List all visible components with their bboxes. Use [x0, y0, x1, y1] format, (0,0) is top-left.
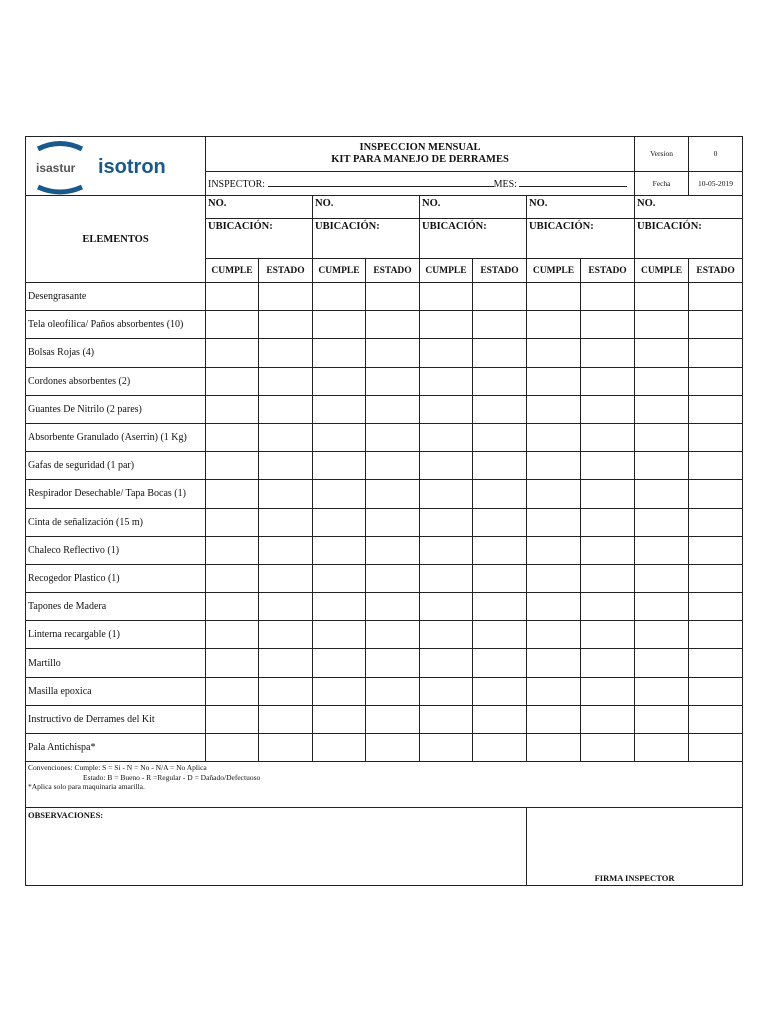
cumple-cell[interactable] [206, 649, 259, 677]
estado-cell[interactable] [473, 564, 527, 592]
cumple-cell[interactable] [635, 395, 689, 423]
estado-cell[interactable] [473, 395, 527, 423]
cumple-cell[interactable] [527, 705, 581, 733]
estado-cell[interactable] [689, 593, 743, 621]
cumple-cell[interactable] [420, 395, 473, 423]
estado-cell[interactable] [259, 621, 313, 649]
estado-cell[interactable] [689, 564, 743, 592]
estado-cell[interactable] [259, 311, 313, 339]
estado-cell[interactable] [259, 423, 313, 451]
cumple-cell[interactable] [206, 395, 259, 423]
estado-cell[interactable] [473, 452, 527, 480]
cumple-cell[interactable] [527, 564, 581, 592]
estado-cell[interactable] [689, 705, 743, 733]
cumple-cell[interactable] [635, 339, 689, 367]
cumple-cell[interactable] [420, 564, 473, 592]
estado-cell[interactable] [473, 367, 527, 395]
estado-cell[interactable] [581, 649, 635, 677]
cumple-cell[interactable] [313, 283, 366, 311]
location-3-ubicacion[interactable]: UBICACIÓN: [420, 219, 527, 259]
table-row [26, 423, 743, 451]
item-label: Recogedor Plastico (1) [26, 564, 206, 592]
estado-cell[interactable] [689, 283, 743, 311]
cumple-cell[interactable] [635, 423, 689, 451]
cumple-cell[interactable] [313, 480, 366, 508]
location-4-ubicacion[interactable]: UBICACIÓN: [527, 219, 635, 259]
observaciones-box[interactable]: OBSERVACIONES: [26, 808, 527, 886]
location-2-estado-header: ESTADO [366, 259, 420, 283]
estado-cell[interactable] [259, 705, 313, 733]
table-row [26, 339, 743, 367]
estado-cell[interactable] [473, 508, 527, 536]
estado-cell[interactable] [259, 452, 313, 480]
cumple-cell[interactable] [313, 508, 366, 536]
estado-cell[interactable] [581, 621, 635, 649]
item-label: Pala Antichispa* [26, 734, 206, 762]
cumple-cell[interactable] [635, 621, 689, 649]
estado-cell[interactable] [366, 536, 420, 564]
estado-cell[interactable] [689, 734, 743, 762]
estado-cell[interactable] [689, 339, 743, 367]
estado-cell[interactable] [689, 311, 743, 339]
location-1-cumple-header: CUMPLE [206, 259, 259, 283]
estado-cell[interactable] [259, 593, 313, 621]
estado-cell[interactable] [689, 395, 743, 423]
estado-cell[interactable] [366, 677, 420, 705]
location-1-ubicacion[interactable]: UBICACIÓN: [206, 219, 313, 259]
estado-cell[interactable] [581, 452, 635, 480]
fecha-label: Fecha [635, 171, 689, 195]
estado-cell[interactable] [689, 649, 743, 677]
item-label: Linterna recargable (1) [26, 621, 206, 649]
mes-field[interactable] [519, 177, 627, 187]
estado-cell[interactable] [366, 423, 420, 451]
estado-cell[interactable] [689, 621, 743, 649]
estado-cell[interactable] [259, 677, 313, 705]
mes-label: MES: [493, 178, 517, 190]
form-title [206, 137, 635, 172]
cumple-cell[interactable] [635, 452, 689, 480]
cumple-cell[interactable] [420, 677, 473, 705]
cumple-cell[interactable] [635, 367, 689, 395]
form-table [25, 136, 743, 886]
table-row [26, 734, 743, 762]
cumple-cell[interactable] [313, 649, 366, 677]
cumple-cell[interactable] [206, 311, 259, 339]
table-row [26, 508, 743, 536]
estado-cell[interactable] [366, 649, 420, 677]
table-row [26, 480, 743, 508]
cumple-cell[interactable] [527, 367, 581, 395]
estado-cell[interactable] [259, 649, 313, 677]
cumple-cell[interactable] [527, 536, 581, 564]
estado-cell[interactable] [689, 367, 743, 395]
cumple-cell[interactable] [206, 339, 259, 367]
cumple-cell[interactable] [206, 423, 259, 451]
item-label: Masilla epoxica [26, 677, 206, 705]
cumple-cell[interactable] [313, 339, 366, 367]
table-row [26, 311, 743, 339]
estado-cell[interactable] [581, 536, 635, 564]
cumple-cell[interactable] [635, 508, 689, 536]
conventions-line-1: Convenciones: Cumple: S = Si - N = No - N/A = No Aplica [28, 763, 207, 773]
cumple-cell[interactable] [206, 593, 259, 621]
cumple-cell[interactable] [420, 452, 473, 480]
version-value: 0 [689, 137, 743, 172]
cumple-cell[interactable] [206, 508, 259, 536]
estado-cell[interactable] [581, 423, 635, 451]
cumple-cell[interactable] [527, 395, 581, 423]
estado-cell[interactable] [581, 564, 635, 592]
cumple-cell[interactable] [635, 536, 689, 564]
table-row [26, 283, 743, 311]
item-label: Gafas de seguridad (1 par) [26, 452, 206, 480]
item-label: Tela oleofilica/ Paños absorbentes (10) [26, 311, 206, 339]
cumple-cell[interactable] [313, 423, 366, 451]
fecha-value: 10-05-2019 [689, 171, 743, 195]
estado-cell[interactable] [689, 452, 743, 480]
estado-cell[interactable] [259, 367, 313, 395]
location-1-estado-header: ESTADO [259, 259, 313, 283]
cumple-cell[interactable] [313, 734, 366, 762]
location-4-estado-header: ESTADO [581, 259, 635, 283]
item-label: Respirador Desechable/ Tapa Bocas (1) [26, 480, 206, 508]
table-row [26, 536, 743, 564]
location-2-cumple-header: CUMPLE [313, 259, 366, 283]
estado-cell[interactable] [581, 734, 635, 762]
cumple-cell[interactable] [527, 452, 581, 480]
inspector-row [206, 171, 635, 195]
cumple-cell[interactable] [206, 564, 259, 592]
estado-cell[interactable] [366, 283, 420, 311]
location-4-no[interactable]: NO. [527, 196, 635, 219]
firma-inspector-box[interactable]: FIRMA INSPECTOR [527, 808, 743, 886]
cumple-cell[interactable] [313, 395, 366, 423]
cumple-cell[interactable] [313, 536, 366, 564]
location-5-cumple-header: CUMPLE [635, 259, 689, 283]
location-3-estado-header: ESTADO [473, 259, 527, 283]
estado-cell[interactable] [259, 734, 313, 762]
cumple-cell[interactable] [527, 480, 581, 508]
cumple-cell[interactable] [313, 593, 366, 621]
title-line-2: KIT PARA MANEJO DE DERRAMES [331, 153, 509, 165]
cumple-cell[interactable] [420, 367, 473, 395]
table-row [26, 621, 743, 649]
cumple-cell[interactable] [206, 621, 259, 649]
cumple-cell[interactable] [313, 677, 366, 705]
estado-cell[interactable] [581, 508, 635, 536]
cumple-cell[interactable] [420, 283, 473, 311]
cumple-cell[interactable] [527, 677, 581, 705]
item-label: Martillo [26, 649, 206, 677]
estado-cell[interactable] [259, 564, 313, 592]
cumple-cell[interactable] [635, 734, 689, 762]
estado-cell[interactable] [581, 480, 635, 508]
location-5-ubicacion[interactable]: UBICACIÓN: [635, 219, 743, 259]
estado-cell[interactable] [473, 621, 527, 649]
item-label: Instructivo de Derrames del Kit [26, 705, 206, 733]
logo-area [26, 137, 206, 196]
table-row [26, 395, 743, 423]
cumple-cell[interactable] [206, 705, 259, 733]
table-row [26, 452, 743, 480]
elementos-header: ELEMENTOS [26, 196, 206, 283]
item-label: Guantes De Nitrilo (2 pares) [26, 395, 206, 423]
cumple-cell[interactable] [527, 423, 581, 451]
table-row [26, 367, 743, 395]
cumple-cell[interactable] [635, 705, 689, 733]
estado-cell[interactable] [366, 593, 420, 621]
logo-isotron-text: isotron [98, 156, 166, 178]
estado-cell[interactable] [473, 283, 527, 311]
cumple-cell[interactable] [206, 283, 259, 311]
cumple-cell[interactable] [635, 564, 689, 592]
cumple-cell[interactable] [527, 339, 581, 367]
cumple-cell[interactable] [206, 734, 259, 762]
estado-cell[interactable] [689, 423, 743, 451]
item-label: Absorbente Granulado (Aserrin) (1 Kg) [26, 423, 206, 451]
location-1-no[interactable]: NO. [206, 196, 313, 219]
conventions-line-2: Estado: B = Bueno - R =Regular - D = Dañado/Defectuoso [83, 772, 261, 782]
estado-cell[interactable] [473, 677, 527, 705]
cumple-cell[interactable] [313, 705, 366, 733]
estado-cell[interactable] [366, 564, 420, 592]
item-label: Bolsas Rojas (4) [26, 339, 206, 367]
location-4-cumple-header: CUMPLE [527, 259, 581, 283]
estado-cell[interactable] [473, 311, 527, 339]
cumple-cell[interactable] [420, 480, 473, 508]
estado-cell[interactable] [473, 649, 527, 677]
cumple-cell[interactable] [527, 621, 581, 649]
location-2-ubicacion[interactable]: UBICACIÓN: [313, 219, 420, 259]
estado-cell[interactable] [259, 480, 313, 508]
estado-cell[interactable] [581, 283, 635, 311]
cumple-cell[interactable] [313, 311, 366, 339]
cumple-cell[interactable] [635, 649, 689, 677]
estado-cell[interactable] [259, 339, 313, 367]
estado-cell[interactable] [581, 705, 635, 733]
estado-cell[interactable] [366, 480, 420, 508]
cumple-cell[interactable] [527, 734, 581, 762]
estado-cell[interactable] [366, 452, 420, 480]
inspector-field[interactable] [268, 177, 494, 187]
conventions-line-3: *Aplica solo para maquinaria amarilla. [28, 782, 145, 792]
estado-cell[interactable] [366, 367, 420, 395]
estado-cell[interactable] [259, 395, 313, 423]
cumple-cell[interactable] [313, 452, 366, 480]
cumple-cell[interactable] [635, 283, 689, 311]
item-label: Cinta de señalización (15 m) [26, 508, 206, 536]
table-row [26, 705, 743, 733]
estado-cell[interactable] [366, 705, 420, 733]
cumple-cell[interactable] [206, 480, 259, 508]
cumple-cell[interactable] [420, 593, 473, 621]
estado-cell[interactable] [473, 423, 527, 451]
estado-cell[interactable] [366, 734, 420, 762]
cumple-cell[interactable] [527, 593, 581, 621]
cumple-cell[interactable] [527, 508, 581, 536]
version-label: Version [635, 137, 689, 172]
logo-isastur-text: isastur [36, 161, 76, 175]
cumple-cell[interactable] [420, 705, 473, 733]
estado-cell[interactable] [689, 480, 743, 508]
cumple-cell[interactable] [206, 452, 259, 480]
cumple-cell[interactable] [527, 283, 581, 311]
cumple-cell[interactable] [420, 508, 473, 536]
estado-cell[interactable] [473, 536, 527, 564]
item-label: Chaleco Reflectivo (1) [26, 536, 206, 564]
table-row [26, 649, 743, 677]
item-label: Cordones absorbentes (2) [26, 367, 206, 395]
location-3-cumple-header: CUMPLE [420, 259, 473, 283]
estado-cell[interactable] [689, 508, 743, 536]
conventions [26, 762, 743, 808]
estado-cell[interactable] [473, 593, 527, 621]
location-5-no[interactable]: NO. [635, 196, 743, 219]
cumple-cell[interactable] [420, 423, 473, 451]
estado-cell[interactable] [473, 705, 527, 733]
estado-cell[interactable] [366, 395, 420, 423]
estado-cell[interactable] [581, 367, 635, 395]
cumple-cell[interactable] [527, 649, 581, 677]
cumple-cell[interactable] [527, 311, 581, 339]
item-label: Tapones de Madera [26, 593, 206, 621]
location-5-estado-header: ESTADO [689, 259, 743, 283]
estado-cell[interactable] [366, 339, 420, 367]
cumple-cell[interactable] [635, 311, 689, 339]
cumple-cell[interactable] [420, 311, 473, 339]
estado-cell[interactable] [366, 621, 420, 649]
cumple-cell[interactable] [420, 339, 473, 367]
estado-cell[interactable] [259, 536, 313, 564]
estado-cell[interactable] [473, 339, 527, 367]
estado-cell[interactable] [581, 311, 635, 339]
cumple-cell[interactable] [420, 734, 473, 762]
cumple-cell[interactable] [313, 564, 366, 592]
table-row [26, 593, 743, 621]
cumple-cell[interactable] [635, 480, 689, 508]
table-row [26, 564, 743, 592]
inspector-label: INSPECTOR: [208, 178, 266, 190]
cumple-cell[interactable] [313, 367, 366, 395]
cumple-cell[interactable] [206, 367, 259, 395]
cumple-cell[interactable] [420, 649, 473, 677]
cumple-cell[interactable] [206, 536, 259, 564]
estado-cell[interactable] [581, 677, 635, 705]
location-2-no[interactable]: NO. [313, 196, 420, 219]
cumple-cell[interactable] [635, 593, 689, 621]
estado-cell[interactable] [366, 508, 420, 536]
estado-cell[interactable] [581, 339, 635, 367]
estado-cell[interactable] [689, 677, 743, 705]
cumple-cell[interactable] [420, 536, 473, 564]
cumple-cell[interactable] [635, 677, 689, 705]
estado-cell[interactable] [581, 593, 635, 621]
inspection-form [25, 136, 742, 886]
estado-cell[interactable] [366, 311, 420, 339]
cumple-cell[interactable] [420, 621, 473, 649]
cumple-cell[interactable] [313, 621, 366, 649]
estado-cell[interactable] [473, 480, 527, 508]
estado-cell[interactable] [259, 283, 313, 311]
table-row [26, 677, 743, 705]
item-label: Desengrasante [26, 283, 206, 311]
company-logo [26, 137, 206, 195]
estado-cell[interactable] [581, 395, 635, 423]
estado-cell[interactable] [259, 508, 313, 536]
title-line-1: INSPECCION MENSUAL [359, 141, 481, 153]
location-3-no[interactable]: NO. [420, 196, 527, 219]
estado-cell[interactable] [473, 734, 527, 762]
cumple-cell[interactable] [206, 677, 259, 705]
estado-cell[interactable] [689, 536, 743, 564]
